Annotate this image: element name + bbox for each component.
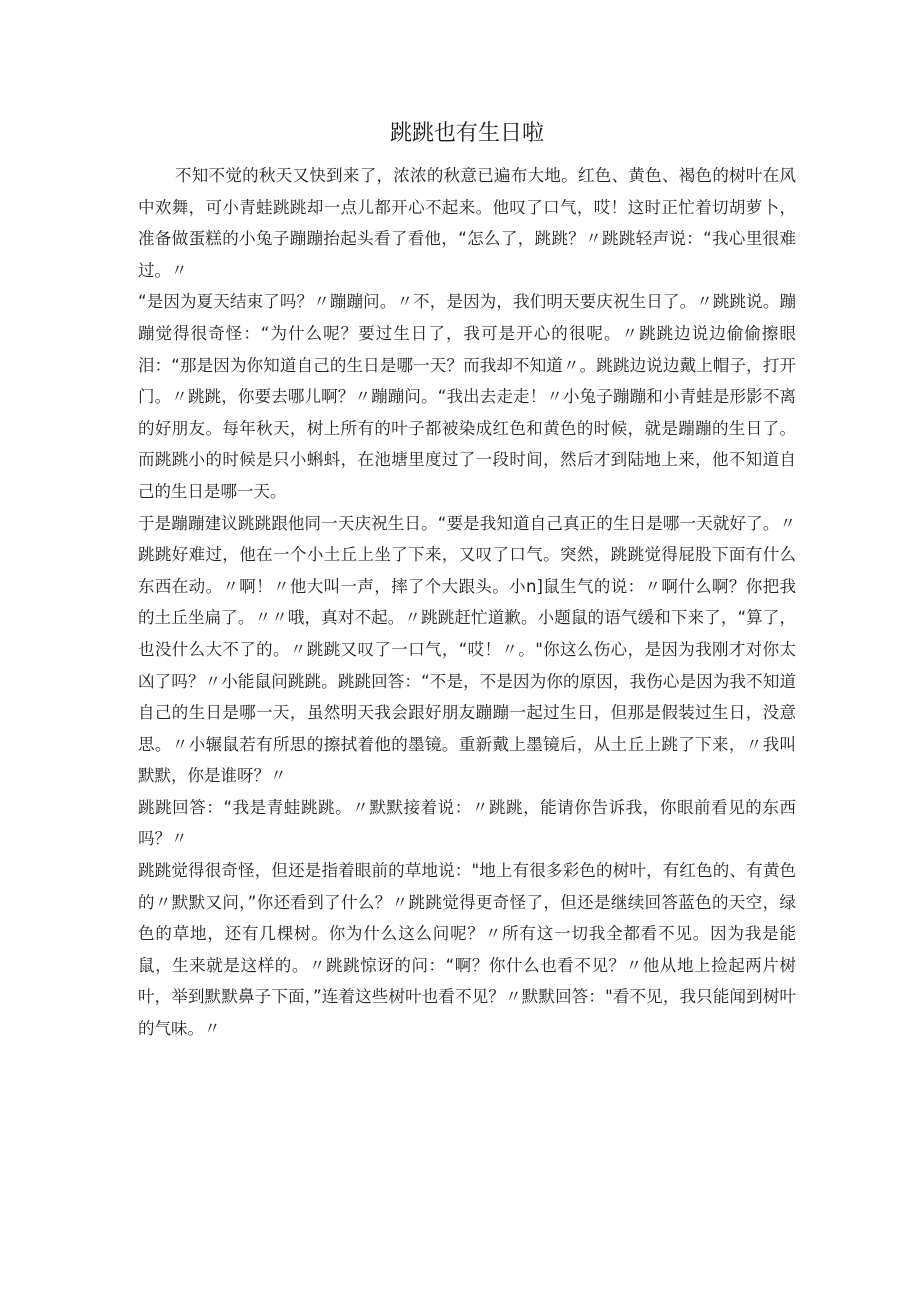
- paragraph-5: 跳跳觉得很奇怪，但还是指着眼前的草地说："地上有很多彩色的树叶，有红色的、有黄色的〃默默又问，”你还看到了什么？〃跳跳觉得更奇怪了，但还是继续回答蓝色的天空，绿色的草地，还有几棵树。你为什么这么问呢？〃所有这一切我全都看不见。因为我是能鼠，生来就是这样的。〃跳跳惊讶的问：“啊？你什么也看不见？〃他从地上捡起两片树叶，举到默默鼻子下面，”连着这些树叶也看不见？〃默默回答："看不见，我只能闻到树叶的气味。〃: [138, 861, 796, 1039]
- paragraph-3: 于是蹦蹦建议跳跳跟他同一天庆祝生日。“要是我知道自己真正的生日是哪一天就好了。〃跳跳好难过，他在一个小土丘上坐了下来，又叹了口气。突然，跳跳觉得屁股下面有什么东西在动。〃啊！〃他大叫一声，摔了个大跟头。小n]鼠生气的说：〃啊什么啊？你把我的土丘坐扁了。〃〃哦，真对不起。〃跳跳赶忙道歉。小题鼠的语气缓和下来了，“算了，也没什么大不了的。〃跳跳又叹了一口气，“哎！〃。"你这么伤心，是因为我刚才对你太凶了吗？〃小能鼠问跳跳。跳跳回答：“不是，不是因为你的原因，我伤心是因为我不知道自己的生日是哪一天，虽然明天我会跟好朋友蹦蹦一起过生日，但那是假装过生日，没意思。〃小辗鼠若有所思的擦拭着他的墨镜。重新戴上墨镜后，从土丘上跳了下来，〃我叫默默，你是谁呀？〃: [138, 513, 796, 786]
- paragraph-4: 跳跳回答：“我是青蛙跳跳。〃默默接着说：〃跳跳，能请你告诉我，你眼前看见的东西吗？〃: [138, 797, 796, 849]
- document-title: 跳跳也有生日啦: [389, 121, 544, 146]
- paragraph-2: “是因为夏天结束了吗？〃蹦蹦问。〃不，是因为，我们明天要庆祝生日了。〃跳跳说。蹦蹦觉得很奇怪：“为什么呢？要过生日了，我可是开心的很呢。〃跳跳边说边偷偷擦眼泪：“那是因为你知道自己的生日是哪一天？而我却不知道〃。跳跳边说边戴上帽子，打开门。〃跳跳，你要去哪儿啊？〃蹦蹦问。“我出去走走！〃小兔子蹦蹦和小青蛙是形影不离的好朋友。每年秋天，树上所有的叶子都被染成红色和黄色的时候，就是蹦蹦的生日了。而跳跳小的时候是只小蝌蚪，在池塘里度过了一段时间，然后才到陆地上来，他不知道自己的生日是哪一天。: [138, 292, 796, 501]
- document-page: [138, 112, 796, 1045]
- paragraph-1: 不知不觉的秋天又快到来了，浓浓的秋意已遍布大地。红色、黄色、褐色的树叶在风中欢舞，可小青蛙跳跳却一点儿都开心不起来。他叹了口气，哎！这时正忙着切胡萝卜，准备做蛋糕的小兔子蹦蹦抬起头看了看他，“怎么了，跳跳？〃跳跳轻声说：“我心里很难过。〃: [138, 166, 796, 280]
